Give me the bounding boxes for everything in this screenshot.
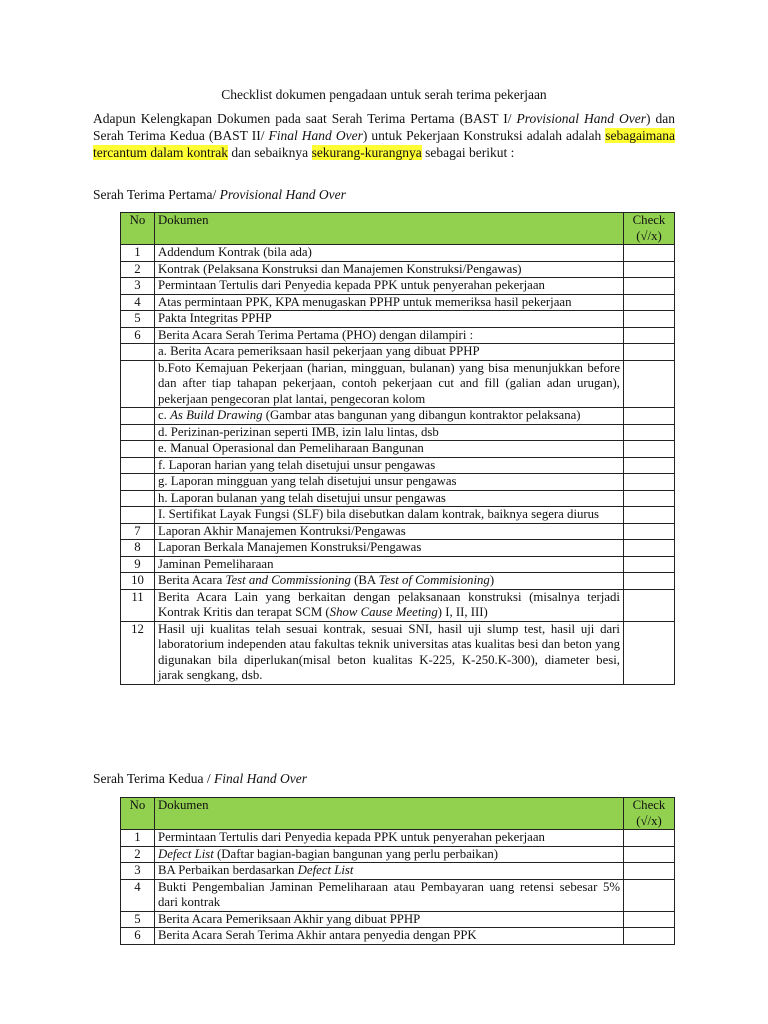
row-doc-text: (Gambar atas bangunan yang dibangun kontraktor pelaksana) xyxy=(262,408,581,422)
table-row xyxy=(121,911,675,928)
row-document: Laporan Berkala Manajemen Konstruksi/Pengawas xyxy=(155,540,624,557)
row-document: h. Laporan bulanan yang telah disetujui unsur pengawas xyxy=(155,490,624,507)
table-subrow xyxy=(121,507,675,524)
row-no: 3 xyxy=(121,863,155,880)
table-row xyxy=(121,261,675,278)
col-header-no: No xyxy=(121,798,155,830)
row-no-empty xyxy=(121,344,155,361)
checklist-table-final-handover xyxy=(120,797,675,945)
table-row xyxy=(121,928,675,945)
section-title-first-handover xyxy=(93,187,346,203)
row-document xyxy=(155,846,624,863)
row-no: 1 xyxy=(121,830,155,847)
table-row xyxy=(121,621,675,684)
intro-text-1: Adapun Kelengkapan Dokumen pada saat Serah Terima Pertama (BAST I/ xyxy=(93,111,517,126)
row-document: Pakta Integritas PPHP xyxy=(155,311,624,328)
row-no-empty xyxy=(121,408,155,425)
row-document xyxy=(155,573,624,590)
row-check-cell[interactable] xyxy=(624,928,675,945)
row-no: 4 xyxy=(121,294,155,311)
row-no: 2 xyxy=(121,846,155,863)
col-header-no: No xyxy=(121,213,155,245)
row-no-empty xyxy=(121,424,155,441)
row-check-cell[interactable] xyxy=(624,589,675,621)
table-subrow xyxy=(121,474,675,491)
row-doc-text: (BA xyxy=(350,573,379,587)
row-no: 9 xyxy=(121,556,155,573)
row-no: 7 xyxy=(121,523,155,540)
row-check-cell[interactable] xyxy=(624,474,675,491)
row-doc-italic: As Build Drawing xyxy=(170,408,263,422)
intro-text-2: ) dan Serah Terima Kedua (BAST II/ xyxy=(93,111,675,143)
table-row xyxy=(121,540,675,557)
row-check-cell[interactable] xyxy=(624,830,675,847)
table-row xyxy=(121,830,675,847)
table-subrow xyxy=(121,344,675,361)
row-no-empty xyxy=(121,490,155,507)
intro-paragraph xyxy=(93,110,675,161)
row-document: Permintaan Tertulis dari Penyedia kepada PPK untuk penyerahan pekerjaan xyxy=(155,278,624,295)
row-document: Kontrak (Pelaksana Konstruksi dan Manajemen Konstruksi/Pengawas) xyxy=(155,261,624,278)
intro-text-5: sebagai berikut : xyxy=(421,145,515,160)
row-document: e. Manual Operasional dan Pemeliharaan Bangunan xyxy=(155,441,624,458)
section2-italic: Final Hand Over xyxy=(214,771,307,786)
row-check-cell[interactable] xyxy=(624,360,675,408)
page-title: Checklist dokumen pengadaan untuk serah terima pekerjaan xyxy=(221,87,547,102)
row-check-cell[interactable] xyxy=(624,424,675,441)
row-no-empty xyxy=(121,360,155,408)
row-check-cell[interactable] xyxy=(624,311,675,328)
row-document: f. Laporan harian yang telah disetujui unsur pengawas xyxy=(155,457,624,474)
table-row xyxy=(121,879,675,911)
row-doc-text: (Daftar bagian-bagian bangunan yang perlu perbaikan) xyxy=(213,846,499,861)
col-header-check: Check (√/x) xyxy=(624,213,675,245)
row-doc-italic: Test and Commissioning xyxy=(225,573,351,587)
row-no-empty xyxy=(121,441,155,458)
section1-italic: Provisional Hand Over xyxy=(219,187,346,202)
table-header-row xyxy=(121,798,675,830)
row-check-cell[interactable] xyxy=(624,490,675,507)
table-row xyxy=(121,245,675,262)
row-doc-text: BA Perbaikan berdasarkan xyxy=(158,863,298,877)
row-document: Atas permintaan PPK, KPA menugaskan PPHP untuk memeriksa hasil pekerjaan xyxy=(155,294,624,311)
row-no: 12 xyxy=(121,621,155,684)
table-row xyxy=(121,589,675,621)
row-no: 6 xyxy=(121,928,155,945)
row-doc-italic: Defect List xyxy=(297,863,354,877)
checklist-table-first-handover xyxy=(120,212,675,685)
row-no: 3 xyxy=(121,278,155,295)
intro-italic-2: Final Hand Over xyxy=(268,128,363,143)
table-row xyxy=(121,311,675,328)
row-check-cell[interactable] xyxy=(624,621,675,684)
row-document xyxy=(155,589,624,621)
row-document: Bukti Pengembalian Jaminan Pemeliharaan atau Pembayaran uang retensi sebesar 5% dari kontrak xyxy=(155,879,624,911)
row-check-cell[interactable] xyxy=(624,911,675,928)
table-subrow xyxy=(121,360,675,408)
row-check-cell[interactable] xyxy=(624,846,675,863)
row-document: d. Perizinan-perizinan seperti IMB, izin lalu lintas, dsb xyxy=(155,424,624,441)
intro-highlight-2: sekurang-kurangnya xyxy=(311,145,422,160)
row-no-empty xyxy=(121,507,155,524)
table-row xyxy=(121,294,675,311)
row-document: b.Foto Kemajuan Pekerjaan (harian, mingguan, bulanan) yang bisa menunjukkan before dan after tiap tahapan pekerjaan, contoh pekerjaan cut and fill (galian adan urugan), pekerjaan pengecoran plat lantai, pengecoran kolom xyxy=(155,360,624,408)
table-row xyxy=(121,556,675,573)
row-check-cell[interactable] xyxy=(624,327,675,344)
row-document xyxy=(155,863,624,880)
row-document: Jaminan Pemeliharaan xyxy=(155,556,624,573)
intro-text-3: ) untuk Pekerjaan Konstruksi adalah adalah xyxy=(362,128,606,143)
row-document: Laporan Akhir Manajemen Kontruksi/Pengawas xyxy=(155,523,624,540)
row-no: 4 xyxy=(121,879,155,911)
row-check-cell[interactable] xyxy=(624,457,675,474)
row-no-empty xyxy=(121,474,155,491)
row-document: Berita Acara Serah Terima Akhir antara penyedia dengan PPK xyxy=(155,928,624,945)
intro-text-4: dan sebaiknya xyxy=(227,145,312,160)
row-no: 6 xyxy=(121,327,155,344)
row-document: a. Berita Acara pemeriksaan hasil pekerjaan yang dibuat PPHP xyxy=(155,344,624,361)
row-check-cell[interactable] xyxy=(624,540,675,557)
row-document: Berita Acara Pemeriksaan Akhir yang dibuat PPHP xyxy=(155,911,624,928)
row-check-cell[interactable] xyxy=(624,344,675,361)
row-check-cell[interactable] xyxy=(624,278,675,295)
row-check-cell[interactable] xyxy=(624,573,675,590)
row-check-cell[interactable] xyxy=(624,863,675,880)
table-row xyxy=(121,846,675,863)
row-check-cell[interactable] xyxy=(624,408,675,425)
row-no: 8 xyxy=(121,540,155,557)
row-doc-italic: Show Cause Meeting xyxy=(329,605,438,619)
section2-text: Serah Terima Kedua / xyxy=(93,771,215,786)
row-doc-text: c. xyxy=(158,408,171,422)
table-subrow xyxy=(121,457,675,474)
row-check-cell[interactable] xyxy=(624,556,675,573)
row-check-cell[interactable] xyxy=(624,523,675,540)
table-row xyxy=(121,573,675,590)
table-subrow xyxy=(121,424,675,441)
row-doc-text: Berita Acara xyxy=(158,573,226,587)
row-document: g. Laporan mingguan yang telah disetujui unsur pengawas xyxy=(155,474,624,491)
table-subrow xyxy=(121,408,675,425)
table-row xyxy=(121,327,675,344)
row-doc-text: Berita Acara Lain yang berkaitan dengan pelaksanaan konstruksi (misalnya terjadi Kontrak Kritis dan terapat SCM ( xyxy=(158,589,620,619)
row-document: Addendum Kontrak (bila ada) xyxy=(155,245,624,262)
row-document: Berita Acara Serah Terima Pertama (PHO) dengan dilampiri : xyxy=(155,327,624,344)
section-title-final-handover xyxy=(93,771,307,787)
row-check-cell[interactable] xyxy=(624,441,675,458)
row-doc-text: ) xyxy=(489,573,495,587)
row-no: 5 xyxy=(121,311,155,328)
intro-italic-1: Provisional Hand Over xyxy=(516,111,646,126)
row-no: 1 xyxy=(121,245,155,262)
row-check-cell[interactable] xyxy=(624,507,675,524)
col-header-document: Dokumen xyxy=(155,213,624,245)
row-document: Permintaan Tertulis dari Penyedia kepada PPK untuk penyerahan pekerjaan xyxy=(155,830,624,847)
table-subrow xyxy=(121,441,675,458)
row-document: Hasil uji kualitas telah sesuai kontrak, sesuai SNI, hasil uji slump test, hasil uji dari laboratorium independen atau fakultas teknik universitas atas kualitas besi dan beton yang digunakan bila diperlukan(misal beton kualitas K-225, K-250.K-300), diameter besi, jarak sengkang, dsb. xyxy=(155,621,624,684)
col-header-check: Check (√/x) xyxy=(624,798,675,830)
section1-text: Serah Terima Pertama/ xyxy=(93,187,220,202)
row-no-empty xyxy=(121,457,155,474)
row-check-cell[interactable] xyxy=(624,879,675,911)
row-no: 10 xyxy=(121,573,155,590)
col-header-document: Dokumen xyxy=(155,798,624,830)
table-row xyxy=(121,523,675,540)
row-check-cell[interactable] xyxy=(624,294,675,311)
table-header-row xyxy=(121,213,675,245)
intro-highlight-1: sebagaimana tercantum dalam kontrak xyxy=(93,128,675,160)
row-doc-italic: Test of Commisioning xyxy=(378,573,490,587)
row-no: 2 xyxy=(121,261,155,278)
row-check-cell[interactable] xyxy=(624,245,675,262)
row-doc-text: ) I, II, III) xyxy=(437,605,488,619)
row-doc-italic: Defect List xyxy=(158,846,214,861)
row-document: I. Sertifikat Layak Fungsi (SLF) bila disebutkan dalam kontrak, baiknya segera diurus xyxy=(155,507,624,524)
row-document xyxy=(155,408,624,425)
table-row xyxy=(121,863,675,880)
row-check-cell[interactable] xyxy=(624,261,675,278)
row-no: 5 xyxy=(121,911,155,928)
row-no: 11 xyxy=(121,589,155,621)
table-row xyxy=(121,278,675,295)
table-subrow xyxy=(121,490,675,507)
